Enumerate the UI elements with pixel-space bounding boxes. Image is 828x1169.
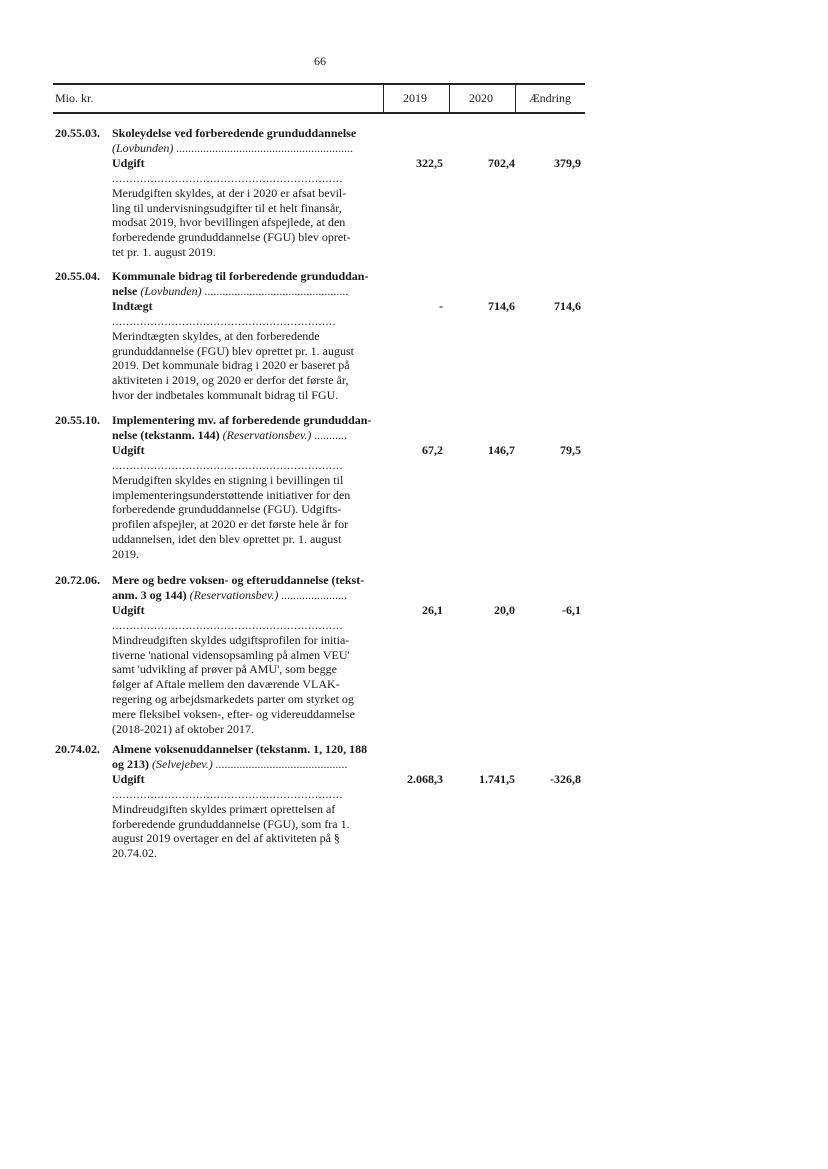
value-change: -6,1 xyxy=(562,603,581,617)
item-body xyxy=(112,269,379,403)
item-title: Skoleydelse ved forberedende grunduddannelse xyxy=(112,126,357,140)
item-lead: Udgift xyxy=(112,442,145,457)
description-line: (2018-2021) af oktober 2017. xyxy=(112,722,254,737)
description-line: forberedende grunduddannelse (FGU), som fra 1. xyxy=(112,816,350,831)
value-change: 714,6 xyxy=(554,299,581,313)
description-line: implementeringsunderstøttende initiativer for den xyxy=(112,487,351,502)
description-line: aktiviteten i 2019, og 2020 er derfor det første år, xyxy=(112,373,349,388)
description-line: regering og arbejdsmarkedets parter om styrket og xyxy=(112,692,354,707)
column-header-2019: 2019 xyxy=(403,91,427,105)
table-header xyxy=(53,83,585,114)
item-body xyxy=(112,413,379,562)
description-line: Mindreudgiften skyldes udgiftsprofilen for initia- xyxy=(112,632,350,647)
description-line: tiverne 'national vidensopsamling på almen VEU' xyxy=(112,647,350,662)
item-title: Kommunale bidrag til forberedende grunduddan- xyxy=(112,269,369,283)
value-2019: 26,1 xyxy=(422,603,443,617)
value-2020: 146,7 xyxy=(488,443,515,457)
account-number: 20.55.04. xyxy=(55,269,100,283)
item-title-continued: nelse xyxy=(112,283,141,298)
description-line: profilen afspejler, at 2020 er det første hele år for xyxy=(112,517,349,532)
value-2020: 1.741,5 xyxy=(479,772,515,786)
value-change: 379,9 xyxy=(554,156,581,170)
item-title-qualifier: (Reservationsbev.) ...................... xyxy=(189,587,348,602)
leader-dots: .................................................................. xyxy=(112,170,343,185)
item-title: Mere og bedre voksen- og efteruddannelse (tekst- xyxy=(112,573,365,587)
description-line: august 2019 overtager en del af aktiviteten på § xyxy=(112,831,340,846)
item-title-continued: og 213) xyxy=(112,756,152,771)
column-header-change: Ændring xyxy=(529,91,571,105)
value-2019: 322,5 xyxy=(416,156,443,170)
value-2019: 67,2 xyxy=(422,443,443,457)
description-line: 2019. xyxy=(112,547,139,562)
description-line: 20.74.02. xyxy=(112,846,157,861)
value-2020: 702,4 xyxy=(488,156,515,170)
account-number: 20.72.06. xyxy=(55,573,100,587)
value-change: 79,5 xyxy=(560,443,581,457)
value-2020: 20,0 xyxy=(494,603,515,617)
description-line: Merudgiften skyldes en stigning i bevillingen til xyxy=(112,472,344,487)
item-body xyxy=(112,742,379,861)
description-line: følger af Aftale mellem den daværende VLAK- xyxy=(112,677,340,692)
item-lead: Indtægt xyxy=(112,298,153,313)
description-line: Merindtægten skyldes, at den forberedende xyxy=(112,328,320,343)
leader-dots: .................................................................. xyxy=(112,617,343,632)
description-line: forberedende grunduddannelse (FGU) blev opret- xyxy=(112,230,351,245)
account-number: 20.55.03. xyxy=(55,126,100,140)
item-title: Almene voksenuddannelser (tekstanm. 1, 120, 188 xyxy=(112,742,368,756)
value-2019: - xyxy=(439,299,443,313)
item-title-qualifier: (Selvejebev.) ............................................ xyxy=(152,756,348,771)
description-line: Merudgiften skyldes, at der i 2020 er afsat bevil- xyxy=(112,185,347,200)
item-body xyxy=(112,573,379,737)
page-number: 66 xyxy=(314,54,326,68)
account-number: 20.74.02. xyxy=(55,742,100,756)
leader-dots: .................................................................. xyxy=(112,786,343,801)
description-line: tet pr. 1. august 2019. xyxy=(112,245,216,260)
item-lead: Udgift xyxy=(112,602,145,617)
description-line: grunduddannelse (FGU) blev oprettet pr. 1. august xyxy=(112,343,354,358)
description-line: mere fleksibel voksen-, efter- og videreuddannelse xyxy=(112,707,355,722)
item-title-qualifier: (Reservationsbev.) ........... xyxy=(222,427,348,442)
column-header-2020: 2020 xyxy=(469,91,493,105)
item-title-qualifier: (Lovbunden) ................................................ xyxy=(140,283,349,298)
value-change: -326,8 xyxy=(550,772,581,786)
item-title-continued: nelse (tekstanm. 144) xyxy=(112,427,223,442)
item-title-continued: anm. 3 og 144) xyxy=(112,587,190,602)
item-body xyxy=(112,126,379,260)
description-line: 2019. Det kommunale bidrag i 2020 er baseret på xyxy=(112,358,350,373)
leader-dots: .................................................................. xyxy=(112,457,343,472)
description-line: samt 'udvikling af prøver på AMU', som begge xyxy=(112,662,337,677)
item-lead: Udgift xyxy=(112,771,145,786)
account-number: 20.55.10. xyxy=(55,413,100,427)
description-line: hvor der indbetales kommunalt bidrag til FGU. xyxy=(112,388,339,403)
description-line: forberedende grunduddannelse (FGU). Udgifts- xyxy=(112,502,342,517)
description-line: modsat 2019, hvor bevillingen afspejlede, at den xyxy=(112,215,346,230)
item-title-qualifier: (Lovbunden) ........................................................... xyxy=(112,140,354,155)
item-lead: Udgift xyxy=(112,155,145,170)
value-2019: 2.068,3 xyxy=(407,772,443,786)
item-title: Implementering mv. af forberedende grunduddan- xyxy=(112,413,372,427)
leader-dots: ................................................................ xyxy=(112,313,336,328)
value-2020: 714,6 xyxy=(488,299,515,313)
description-line: uddannelsen, idet den blev oprettet pr. 1. august xyxy=(112,532,342,547)
unit-label: Mio. kr. xyxy=(55,91,94,105)
description-line: ling til undervisningsudgifter til et helt finansår, xyxy=(112,200,342,215)
description-line: Mindreudgiften skyldes primært oprettelsen af xyxy=(112,801,336,816)
